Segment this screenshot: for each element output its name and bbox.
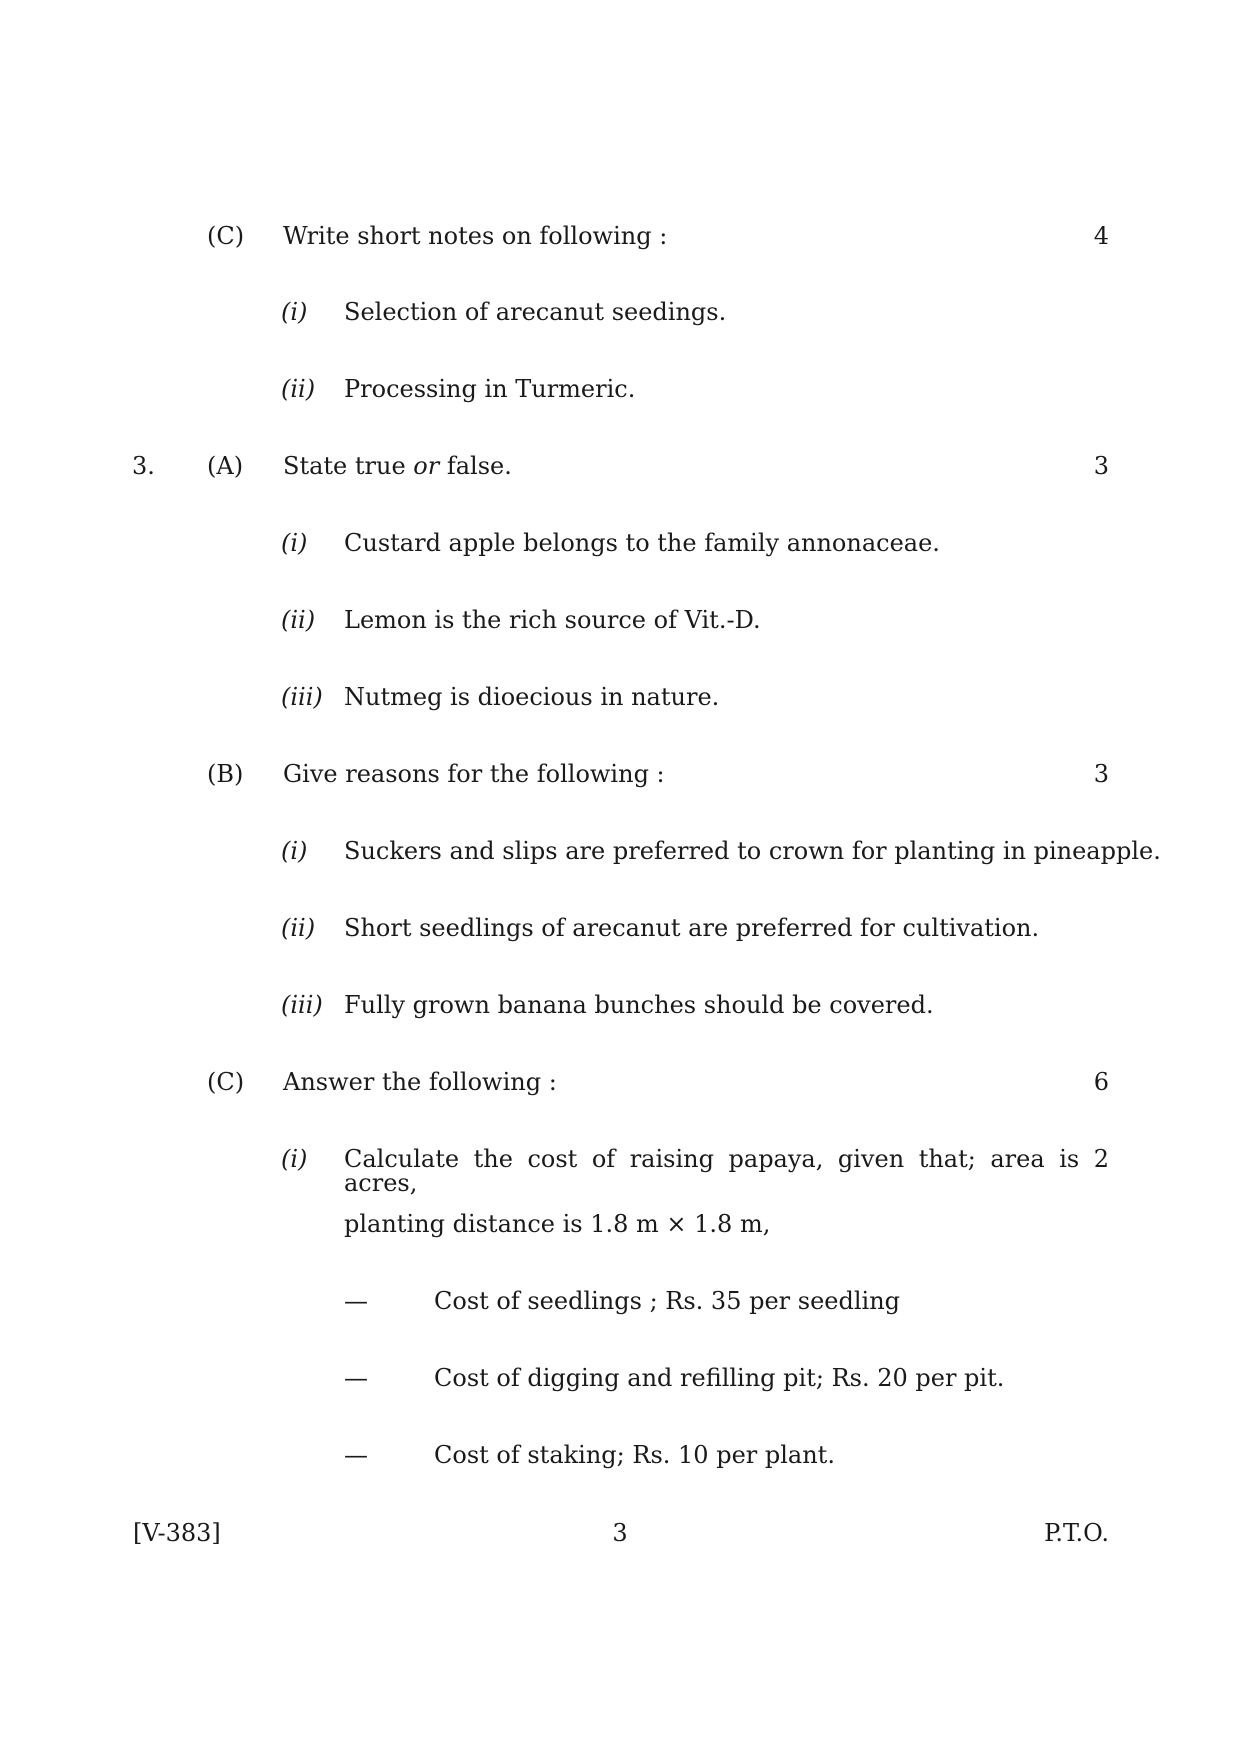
q2c-item-2-text: Processing in Turmeric. <box>344 375 636 403</box>
cost-item-3-text: Cost of staking; Rs. 10 per plant. <box>434 1441 835 1469</box>
q3a-item-3-text: Nutmeg is dioecious in nature. <box>344 683 720 711</box>
q2c-item-1-text: Selection of arecanut seedings. <box>344 298 727 326</box>
q3c-item-1-line-1: Calculate the cost of raising papaya, given that; area is 2 acres, <box>344 1145 1109 1197</box>
q3a-item-2-text: Lemon is the rich source of Vit.-D. <box>344 606 761 634</box>
q2c-marks: 4 <box>1093 222 1109 250</box>
q3a-item-2-number: (ii) <box>281 606 316 634</box>
q3c-item-1-line-2: planting distance is 1.8 m × 1.8 m, <box>344 1210 771 1238</box>
q3b-item-3-number: (iii) <box>281 991 323 1019</box>
cost-item-2-dash: — <box>344 1364 368 1392</box>
q2c-item-1-number: (i) <box>281 298 308 326</box>
q3a-part-label: (A) <box>207 452 244 480</box>
q3b-item-3-text: Fully grown banana bunches should be covered. <box>344 991 934 1019</box>
pto-label: P.T.O. <box>1044 1519 1109 1547</box>
q3a-item-3-number: (iii) <box>281 683 323 711</box>
q3a-marks: 3 <box>1093 452 1109 480</box>
q3b-item-2-number: (ii) <box>281 914 316 942</box>
cost-item-2-text: Cost of digging and refilling pit; Rs. 20 per pit. <box>434 1364 1005 1392</box>
q3b-item-2-text: Short seedlings of arecanut are preferred for cultivation. <box>344 914 1040 942</box>
cost-item-1-dash: — <box>344 1287 368 1315</box>
page-number: 3 <box>612 1519 628 1547</box>
q3a-question-text: State true or false. <box>283 452 512 480</box>
q3b-item-1-text: Suckers and slips are preferred to crown for planting in pineapple. <box>344 837 1161 865</box>
q3b-marks: 3 <box>1093 760 1109 788</box>
q3b-question-text: Give reasons for the following : <box>283 760 665 788</box>
q2c-part-label: (C) <box>207 222 245 250</box>
q2c-item-2-number: (ii) <box>281 375 316 403</box>
q2c-question-text: Write short notes on following : <box>283 222 668 250</box>
q3a-item-1-text: Custard apple belongs to the family annonaceae. <box>344 529 940 557</box>
q3c-marks: 6 <box>1093 1068 1109 1096</box>
q3b-part-label: (B) <box>207 760 244 788</box>
q3c-part-label: (C) <box>207 1068 245 1096</box>
q3a-item-1-number: (i) <box>281 529 308 557</box>
paper-code: [V-383] <box>133 1519 221 1547</box>
q3b-item-1-number: (i) <box>281 837 308 865</box>
q3c-question-text: Answer the following : <box>283 1068 557 1096</box>
q3-number: 3. <box>132 452 155 480</box>
cost-item-1-text: Cost of seedlings ; Rs. 35 per seedling <box>434 1287 901 1315</box>
q3c-item-1-number: (i) <box>281 1145 308 1173</box>
cost-item-3-dash: — <box>344 1441 368 1469</box>
